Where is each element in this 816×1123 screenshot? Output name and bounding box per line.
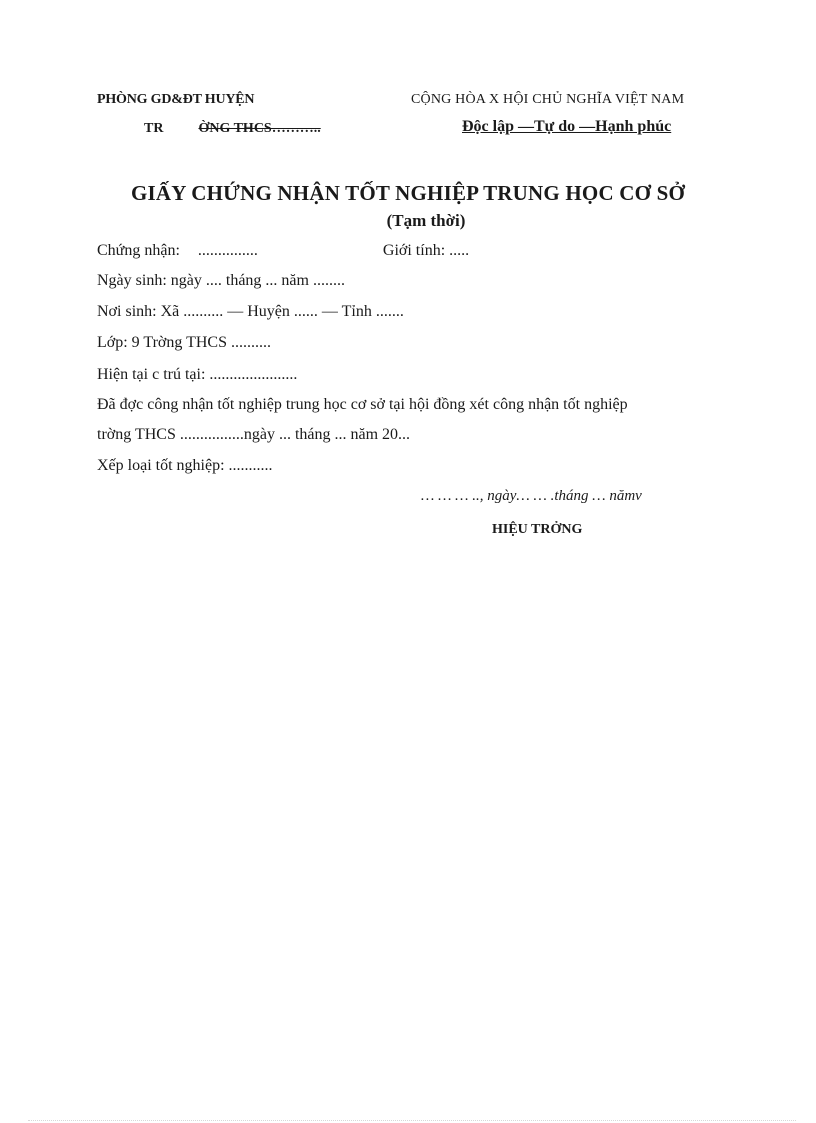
field-da-duoc: Đã đợc công nhận tốt nghiệp trung học cơ sở tại hội đồng xét công nhận tốt nghiệp bbox=[97, 396, 628, 413]
field-chung-nhan-label: Chứng nhận: bbox=[97, 242, 180, 259]
signing-date-line: … … … .., ngày… … .tháng … nămv bbox=[421, 488, 642, 504]
field-chung-nhan bbox=[97, 242, 469, 260]
field-ngay-sinh: Ngày sinh: ngày .... tháng ... năm ........ bbox=[97, 272, 345, 289]
field-xep-loai: Xếp loại tốt nghiệp: ........... bbox=[97, 457, 273, 474]
field-hien-tai: Hiện tại c trú tại: ...................... bbox=[97, 366, 298, 383]
issuing-school-line bbox=[144, 121, 321, 137]
document-subtitle: (Tạm thời) bbox=[386, 211, 466, 230]
signer-title: HIỆU TRỞNG bbox=[492, 522, 583, 537]
national-title: CỘNG HÒA X HỘI CHỦ NGHĨA VIỆT NAM bbox=[411, 92, 685, 107]
field-truong: trờng THCS ................ngày ... tháng ... năm 20... bbox=[97, 426, 411, 443]
document-title: GIẤY CHỨNG NHẬN TỐT NGHIỆP TRUNG HỌC CƠ SỞ bbox=[130, 181, 686, 205]
page-bottom-rule bbox=[28, 1120, 796, 1121]
field-lop: Lớp: 9 Trờng THCS .......... bbox=[97, 334, 271, 351]
issuing-office-line1: PHÒNG GD&ĐT HUYỆN bbox=[97, 92, 255, 107]
field-chung-nhan-value: ............... bbox=[197, 242, 258, 259]
field-gioi-tinh: Giới tính: ..... bbox=[382, 242, 470, 259]
issuing-school-prefix: TR bbox=[144, 121, 164, 136]
issuing-school-name: ỜNG THCS……….. bbox=[198, 121, 321, 136]
national-motto: Độc lập —Tự do —Hạnh phúc bbox=[462, 118, 672, 135]
field-noi-sinh: Nơi sinh: Xã .......... — Huyện ...... — Tỉnh ....... bbox=[97, 303, 404, 320]
